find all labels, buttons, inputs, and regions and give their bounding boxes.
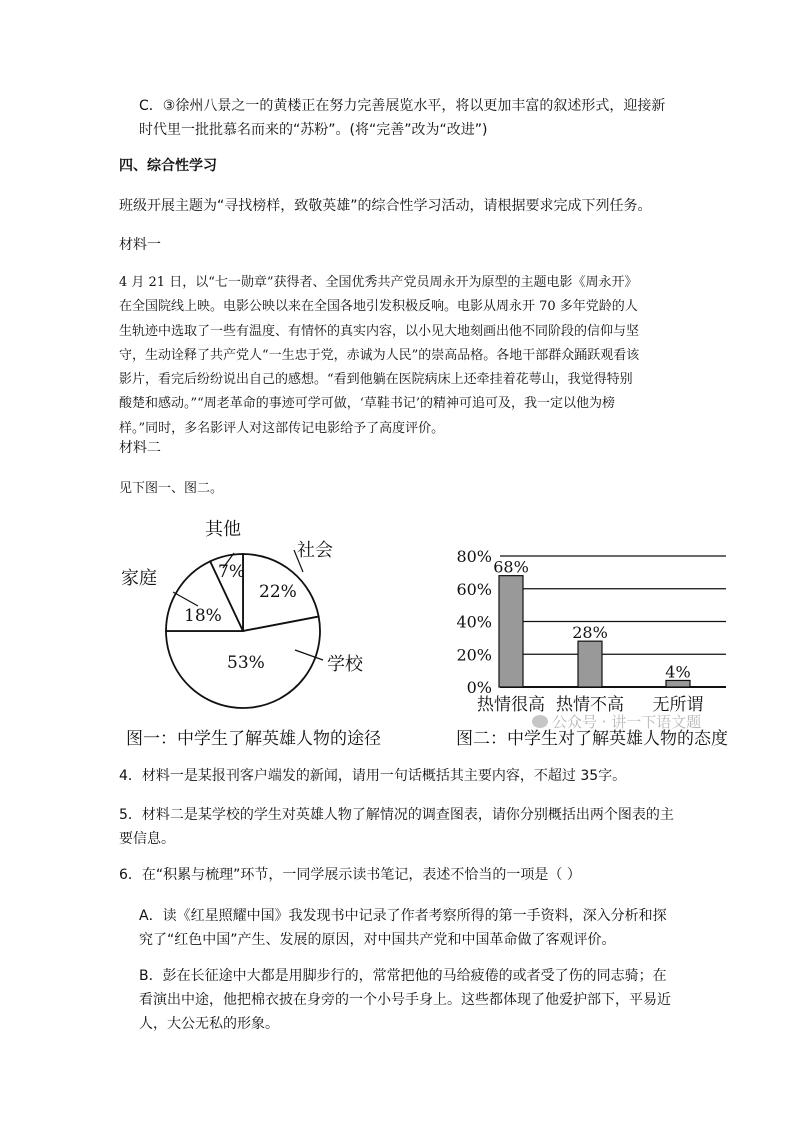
bar-热情很高 [499, 576, 523, 687]
option-b-line3: 人，大公无私的形象。 [139, 1016, 279, 1032]
watermark [532, 711, 701, 732]
bar-value-label: 4% [665, 662, 691, 682]
material1-line: 影片，看完后纷纷说出自己的感想。“看到他躺在医院病床上还牵挂着花萼山，我觉得特别 [119, 372, 633, 388]
bar-y-ticks [456, 547, 492, 697]
option-c-line1: C．③徐州八景之一的黄楼正在努力完善展览水平，将以更加丰富的叙述形式，迎接新 [139, 98, 666, 114]
material2-label: 材料二 [119, 440, 161, 456]
option-a-line2: 究了“红色中国”产生、发展的原因，对中国共产党和中国革命做了客观评价。 [139, 932, 616, 948]
option-c-line2: 时代里一批批慕名而来的“苏粉”。(将“完善”改为“改进”) [139, 122, 488, 138]
material1-line: 酸楚和感动。”“周老革命的事迹可学可做，‘草鞋书记’的精神可追可及，我一定以他为榜 [119, 396, 616, 412]
question-4: 4．材料一是某报刊客户端发的新闻，请用一句话概括其主要内容，不超过 35字。 [119, 768, 627, 784]
bar-y-tick-label: 40% [456, 612, 492, 632]
material1-line: 守，生动诠释了共产党人“一生忠于党，赤诚为人民”的崇高品格。各地干部群众踊跃观看该 [119, 347, 640, 363]
pie-label-学校: 学校 [327, 654, 363, 675]
bar-value-label: 28% [572, 623, 608, 643]
section-heading: 四、综合性学习 [119, 158, 217, 174]
option-a-line1: A．读《红星照耀中国》我发现书中记录了作者考察所得的第一手资料，深入分析和探 [139, 908, 667, 924]
material1-line: 样。”同时，多名影评人对这部传记电影给予了高度评价。 [119, 420, 445, 436]
pie-caption: 图一：中学生了解英雄人物的途径 [126, 729, 381, 749]
pie-value-社会: 22% [259, 582, 297, 602]
pie-label-家庭: 家庭 [121, 568, 157, 589]
option-b-line1: B．彭在长征途中大都是用脚步行的，常常把他的马给疲倦的或者受了伤的同志骑；在 [139, 968, 667, 984]
material1-text [119, 271, 679, 441]
bar-caption: 图二：中学生对了解英雄人物的态度 [456, 729, 728, 749]
bar-category-label: 热情很高 [477, 695, 545, 715]
question-5-line2: 要信息。 [119, 831, 175, 847]
bar-category-label: 热情不高 [556, 695, 624, 715]
option-b-line2: 看演出中途，他把棉衣披在身旁的一个小号手身上。这些都体现了他爱护部下，平易近 [139, 992, 671, 1008]
bar-y-tick-label: 20% [456, 645, 492, 665]
bar-gridlines [500, 556, 726, 687]
bar-热情不高 [578, 641, 602, 687]
question-5-line1: 5．材料二是某学校的学生对英雄人物了解情况的调查图表，请你分别概括出两个图表的主 [119, 807, 674, 823]
pie-value-家庭: 18% [184, 606, 222, 626]
pie-value-其他: 7% [218, 562, 245, 582]
pie-value-学校: 53% [227, 653, 265, 673]
material2-intro: 见下图一、图二。 [119, 481, 224, 496]
pie-chart [110, 510, 410, 760]
bar-y-tick-label: 60% [456, 579, 492, 599]
bar-y-tick-label: 0% [466, 678, 492, 697]
activity-intro: 班级开展主题为“寻找榜样，致敬英雄”的综合性学习活动，请根据要求完成下列任务。 [119, 198, 652, 214]
bar-category-label: 无所谓 [652, 695, 704, 715]
wechat-icon [532, 715, 548, 728]
bar-y-tick-label: 80% [456, 547, 492, 566]
bar-value-label: 68% [493, 557, 529, 577]
pie-label-其他: 其他 [205, 519, 241, 540]
watermark-text: 公众号 · 讲一下语文题 [552, 713, 702, 731]
material1-label: 材料一 [119, 237, 161, 253]
material1-line: 生轨迹中选取了一些有温度、有情怀的真实内容，以小见大地刻画出他不同阶段的信仰与坚 [119, 323, 640, 339]
material1-line: 4 月 21 日，以“七一勋章”获得者、全国优秀共产党员周永开为原型的主题电影《周永开》 [119, 275, 638, 290]
pie-label-社会: 社会 [297, 540, 333, 561]
question-6-stem: 6．在“积累与梳理”环节，一同学展示读书笔记，表述不恰当的一项是（ ） [119, 867, 581, 883]
material1-line: 在全国院线上映。电影公映以来在全国各地引发积极反响。电影从周永开 70 多年党龄的人 [119, 299, 638, 315]
